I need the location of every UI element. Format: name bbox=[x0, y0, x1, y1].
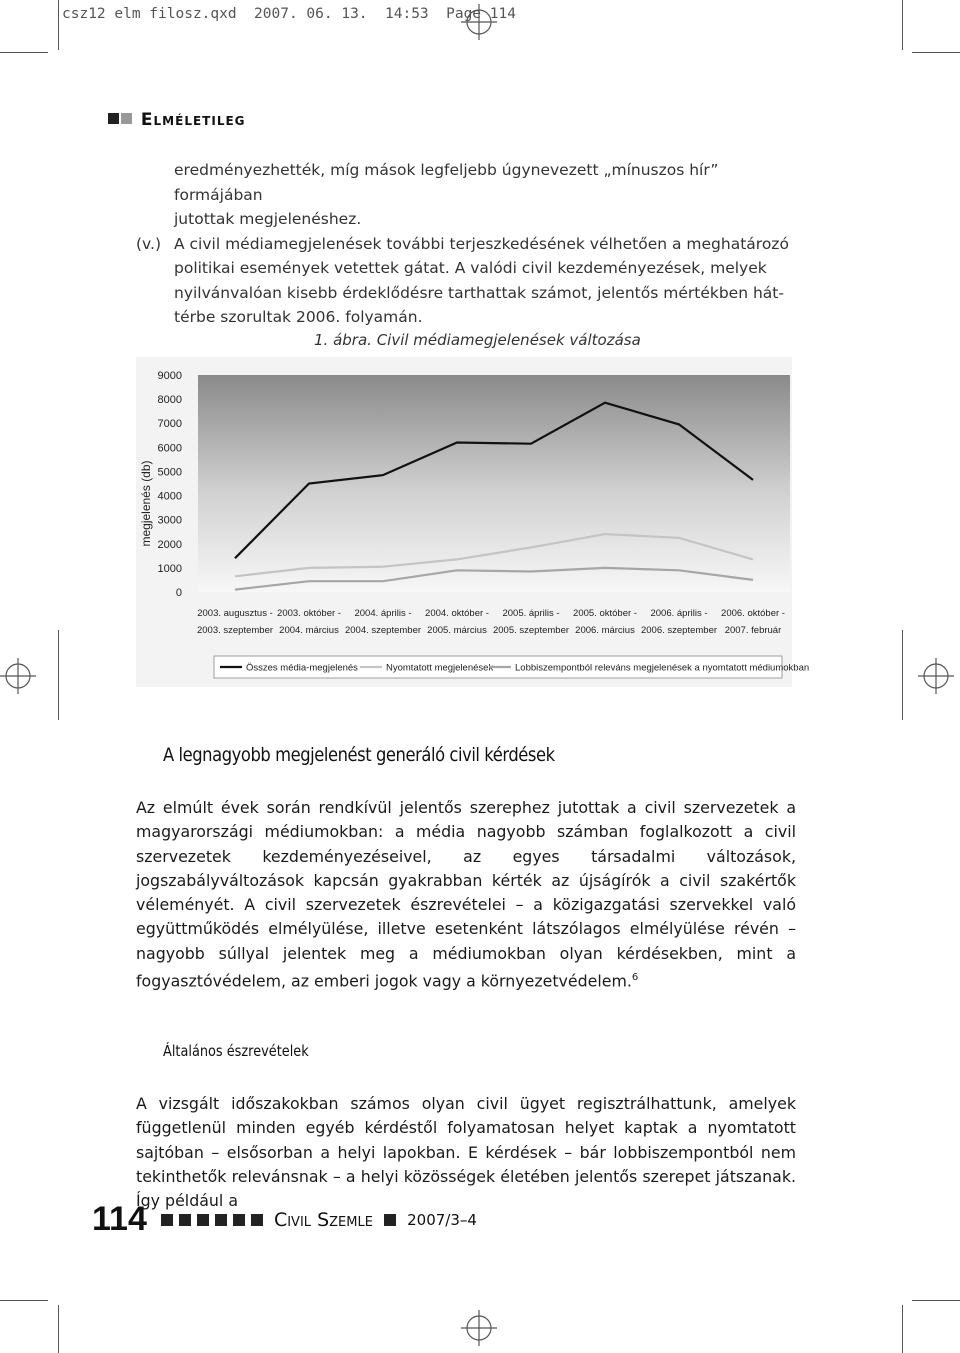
list-marker: (v.) bbox=[136, 234, 161, 253]
section-title: Elméletileg bbox=[140, 110, 246, 130]
x-tick-label: 2003. augusztus - bbox=[197, 608, 273, 619]
x-tick-label: 2005. április - bbox=[502, 608, 560, 619]
crop-mark bbox=[58, 0, 59, 50]
crop-mark bbox=[902, 630, 903, 720]
x-tick-label: 2004. szeptember bbox=[344, 625, 422, 636]
square-bullet-icon bbox=[233, 1214, 245, 1226]
y-tick-label: 3000 bbox=[157, 514, 182, 527]
x-tick-label: 2004. március bbox=[279, 625, 339, 636]
crop-mark bbox=[58, 630, 59, 720]
registration-mark-icon bbox=[461, 1310, 497, 1346]
square-bullet-icon bbox=[197, 1214, 209, 1226]
square-bullet-icon bbox=[121, 113, 132, 124]
y-tick-label: 8000 bbox=[157, 394, 182, 407]
page-footer bbox=[92, 1200, 477, 1239]
y-tick-label: 9000 bbox=[157, 370, 182, 382]
paragraph-line-text: A civil médiamegjelenések további terjeszkedésének vélhetően a meghatározó bbox=[174, 234, 789, 253]
y-tick-label: 6000 bbox=[157, 442, 182, 455]
line-chart bbox=[136, 357, 810, 687]
list-item-line bbox=[136, 232, 806, 257]
x-tick-label: 2007. február bbox=[724, 625, 782, 636]
x-tick-label: 2006. április - bbox=[650, 608, 708, 619]
y-tick-label: 5000 bbox=[157, 466, 182, 479]
legend-label: Lobbiszempontból releváns megjelenések a nyomtatott médiumokban bbox=[515, 662, 810, 674]
x-tick-label: 2005. március bbox=[427, 625, 487, 636]
x-tick-label: 2003. szeptember bbox=[196, 625, 274, 636]
legend-label: Összes média-megjelenés bbox=[246, 662, 358, 674]
square-bullet-icon bbox=[215, 1214, 227, 1226]
print-slug: csz12 elm filosz.qxd 2007. 06. 13. 14:53 Page 114 bbox=[62, 6, 516, 22]
registration-mark-icon bbox=[918, 658, 954, 694]
y-tick-label: 2000 bbox=[157, 538, 182, 551]
y-tick-label: 0 bbox=[175, 587, 182, 599]
plot-area bbox=[198, 375, 790, 592]
y-tick-label: 1000 bbox=[157, 562, 182, 575]
paragraph-text: Az elmúlt évek során rendkívül jelentős szerephez jutottak a civil szervezetek a magyarországi médiumokban: a média nagyobb számban foglalkozott a civil szervezetek kezdeményezéseivel, az egyes társadalmi változások, jogszabályváltozások kapcsán gyakrabban kérték az újságírók a civil szakértők véleményét. A civil szervezetek észrevételei – a közigazgatási szervekkel való együttműködés elmélyülése, illetve esetenként látszólagos elmélyülése révén – nagyobb súllyal jelentek meg a médiumokban olyan kérdésekben, mint a fogyasztóvédelem, az emberi jogok vagy a környezetvédelem. bbox=[136, 798, 796, 991]
x-tick-label: 2004. április - bbox=[354, 608, 412, 619]
paragraph-line: nyilvánvalóan kisebb érdeklődésre tarthattak számot, jelentős mértékben hát- bbox=[174, 283, 784, 302]
x-tick-label: 2006. március bbox=[575, 625, 635, 636]
crop-mark bbox=[0, 1300, 48, 1301]
registration-mark-icon bbox=[0, 658, 36, 694]
x-tick-label: 2005. szeptember bbox=[492, 625, 570, 636]
square-bullet-icon bbox=[108, 113, 119, 124]
y-axis-label: megjelenés (db) bbox=[139, 460, 153, 547]
figure-caption: 1. ábra. Civil médiamegjelenések változása bbox=[314, 331, 641, 349]
crop-mark bbox=[58, 1305, 59, 1353]
crop-mark bbox=[902, 1305, 903, 1353]
paragraph-line: jutottak megjelenéshez. bbox=[174, 210, 362, 228]
subsection-heading: Általános észrevételek bbox=[163, 1042, 309, 1060]
x-tick-label: 2006. október - bbox=[721, 608, 785, 619]
body-paragraph bbox=[136, 796, 796, 994]
page-number: 114 bbox=[92, 1200, 147, 1238]
x-tick-label: 2003. október - bbox=[277, 608, 341, 619]
journal-name: Civil Szemle bbox=[273, 1208, 373, 1231]
crop-mark bbox=[0, 52, 48, 53]
section-heading: A legnagyobb megjelenést generáló civil kérdések bbox=[163, 744, 555, 766]
x-tick-label: 2006. szeptember bbox=[640, 625, 718, 636]
x-tick-label: 2005. október - bbox=[573, 608, 637, 619]
paragraph-line: politikai események vetettek gátat. A valódi civil kezdeményezések, melyek bbox=[174, 259, 767, 277]
paragraph-line: eredményezhették, míg mások legfeljebb úgynevezett „mínuszos hír” formájában bbox=[174, 161, 719, 204]
crop-mark bbox=[912, 1300, 960, 1301]
footnote-reference[interactable]: 6 bbox=[631, 972, 639, 984]
crop-mark bbox=[902, 0, 903, 50]
paragraph-text: A vizsgált időszakokban számos olyan civil ügyet regisztrálhattunk, amelyek függetlenül minden egyéb kérdéstől folyamatosan helyet kaptak a nyomtatott sajtóban – elsősorban a helyi lapokban. E kérdések – bár lobbiszempontból nem tekinthetők relevánsnak – a helyi közösségek életében jelentős szerepet játszanak. Így például a bbox=[136, 1094, 796, 1211]
crop-mark bbox=[912, 52, 960, 53]
top-paragraph bbox=[136, 158, 806, 330]
legend-label: Nyomtatott megjelenések bbox=[386, 662, 494, 674]
x-tick-label: 2004. október - bbox=[425, 608, 489, 619]
paragraph-line: térbe szorultak 2006. folyamán. bbox=[174, 308, 423, 326]
square-bullet-icon bbox=[179, 1214, 191, 1226]
square-bullet-icon bbox=[251, 1214, 263, 1226]
section-header bbox=[108, 110, 246, 130]
square-bullet-icon bbox=[384, 1214, 396, 1226]
square-bullet-icon bbox=[161, 1214, 173, 1226]
journal-issue: 2007/3–4 bbox=[407, 1210, 477, 1229]
body-paragraph bbox=[136, 1092, 796, 1213]
y-tick-label: 7000 bbox=[157, 418, 182, 431]
y-tick-label: 4000 bbox=[157, 490, 182, 503]
registration-mark-icon bbox=[461, 4, 497, 40]
